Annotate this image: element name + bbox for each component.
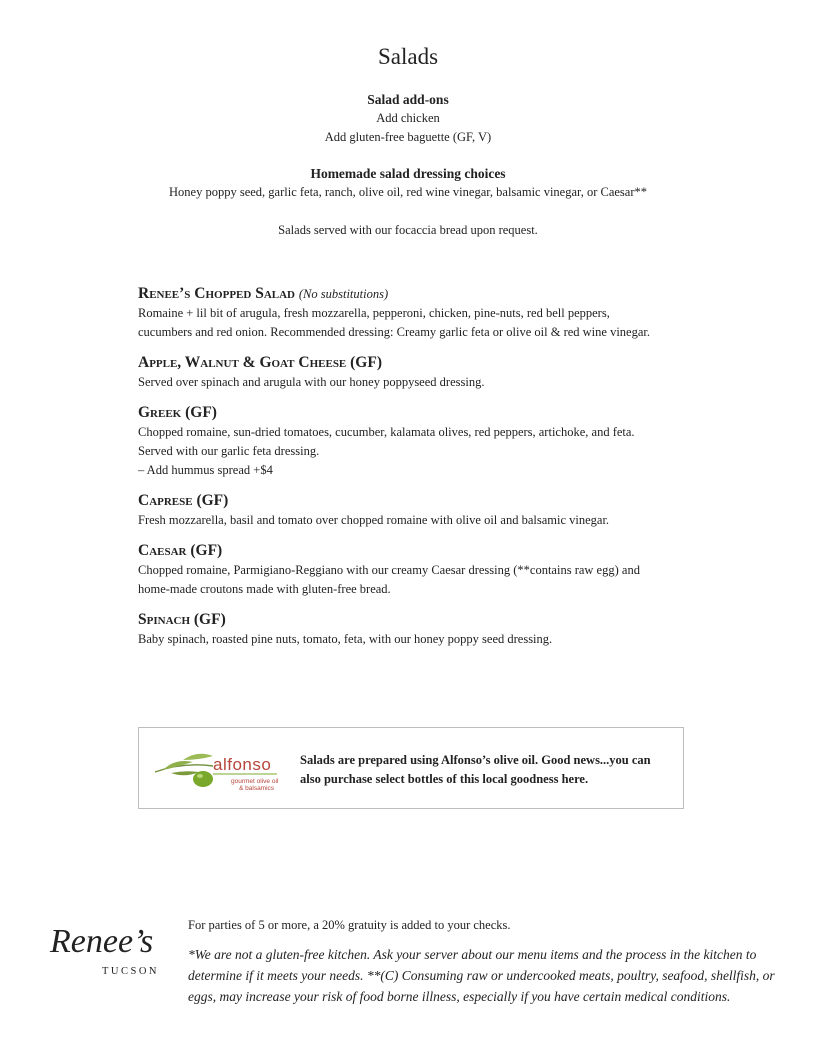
item-description [138,373,698,392]
alfonso-promo-box [138,727,684,809]
description-line: Fresh mozzarella, basil and tomato over chopped romaine with olive oil and balsamic vinegar. [138,513,610,527]
menu-item [138,491,698,530]
item-name: Renee’s Chopped Salad [138,285,295,302]
item-description [138,561,698,599]
salad-addons [0,90,816,147]
dressings-heading: Homemade salad dressing choices [310,166,506,181]
gratuity-note: For parties of 5 or more, a 20% gratuity is added to your checks. [188,918,511,932]
salad-menu [138,284,698,660]
logo-tagline: gourmet olive oil [231,778,279,785]
gluten-raw-disclaimer: *We are not a gluten-free kitchen. Ask your server about our menu items and the process in the kitchen to determine if it meets your needs. **(C) Consuming raw or undercooked meats, poultry, seafood, shellfish, or eggs, may increase your risk of food borne illness, especially if you have certain medical conditions. [188,947,775,1004]
description-line: Baby spinach, roasted pine nuts, tomato, feta, with our honey poppy seed dressing. [138,632,553,646]
logo-tagline: & balsamics [239,785,275,792]
menu-item [138,403,698,480]
item-description [138,511,698,530]
description-line: Served over spinach and arugula with our honey poppyseed dressing. [138,375,485,389]
focaccia-note: Salads served with our focaccia bread upon request. [278,223,538,237]
dressings-list: Honey poppy seed, garlic feta, ranch, olive oil, red wine vinegar, balsamic vinegar, or Caesar** [169,185,647,199]
footer [188,916,778,1007]
description-line: Served with our garlic feta dressing. [138,444,320,458]
item-name: Caprese (GF) [138,492,229,509]
menu-item [138,353,698,392]
description-line: Chopped romaine, sun-dried tomatoes, cucumber, kalamata olives, red peppers, artichoke, and feta. [138,425,635,439]
description-line: cucumbers and red onion. Recommended dressing: Creamy garlic feta or olive oil & red wine vinegar. [138,325,650,339]
description-line: Romaine + lil bit of arugula, fresh mozzarella, pepperoni, chicken, pine-nuts, red bell peppers, [138,306,610,320]
item-note: (No substitutions) [298,287,389,301]
menu-item [138,541,698,599]
renees-logo [48,918,168,978]
addons-heading: Salad add-ons [367,92,449,107]
item-description [138,423,698,480]
item-name: Greek (GF) [138,404,217,421]
logo-word: alfonso [213,755,272,774]
item-name: Caesar (GF) [138,542,223,559]
menu-item [138,610,698,649]
brand-city: TUCSON [102,966,160,977]
item-description [138,630,698,649]
dressing-choices [0,164,816,202]
description-line: Chopped romaine, Parmigiano-Reggiano with our creamy Caesar dressing (**contains raw egg) and [138,563,640,577]
description-line: home-made croutons made with gluten-free bread. [138,582,391,596]
item-name: Spinach (GF) [138,611,226,628]
addon-item: Add chicken [376,111,440,125]
promo-text: Salads are prepared using Alfonso’s olive oil. Good news...you can also purchase select bottles of this local goodness here. [300,753,651,786]
item-description [138,304,698,342]
brand-name: Renee’s [50,923,154,960]
description-line: – Add hummus spread +$4 [138,463,273,477]
menu-item [138,284,698,342]
alfonso-logo [153,742,283,796]
item-name: Apple, Walnut & Goat Cheese (GF) [138,354,382,371]
addon-item: Add gluten-free baguette (GF, V) [324,130,492,144]
page-title: Salads [377,44,439,69]
